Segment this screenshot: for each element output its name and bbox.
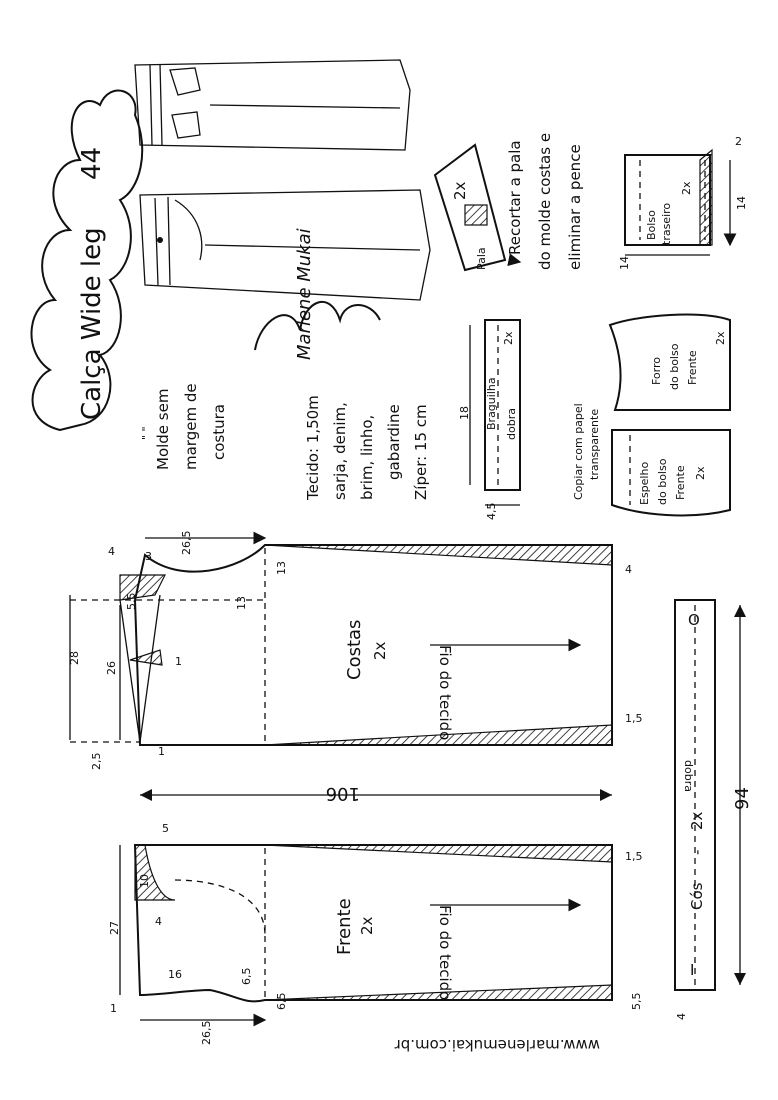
frente-v1: 1 (110, 1002, 117, 1015)
website-text: www.marlenemukai.com.br (394, 1036, 600, 1054)
espelho-piece (612, 430, 730, 515)
frente-count: 2x (358, 916, 376, 935)
forro-line3: Frente (686, 350, 699, 385)
frente-crotch: 26,5 (200, 1020, 213, 1045)
title-text: Calça Wide leg (77, 227, 107, 420)
cos-fold: dobra (682, 760, 695, 792)
length-dim (140, 783, 612, 804)
frente-hem-r: 5,5 (630, 992, 643, 1010)
pala-note-line3: eliminar a pence (566, 144, 584, 270)
cos-dash: - (688, 849, 706, 855)
forro-line2: do bolso (668, 343, 681, 390)
espelho-line3: Frente (674, 465, 687, 500)
seam-line3: costura (210, 404, 228, 460)
copy-note-line1: Copiar com papel (572, 403, 585, 500)
costas-waist: 2,5 (90, 752, 103, 770)
frente-top: 27 (108, 921, 121, 935)
materials-line5: Zíper: 15 cm (412, 404, 430, 500)
espelho-line2: do bolso (656, 458, 669, 505)
costas-count: 2x (371, 641, 389, 660)
costas-v13a: 13 (275, 561, 288, 575)
forro-count: 2x (714, 331, 727, 345)
braguilha-fold: dobra (505, 408, 518, 440)
forro-piece (610, 315, 730, 410)
signature-text: Marlene Mukai (294, 228, 315, 360)
espelho-count: 2x (694, 466, 707, 480)
bolso-traseiro-notch: 2 (735, 135, 742, 148)
costas-dart: 1 (175, 655, 182, 668)
frente-v65b: 6,5 (275, 992, 288, 1010)
bolso-traseiro-h: 14 (618, 256, 631, 270)
bolso-traseiro-label2: traseiro (660, 202, 673, 245)
costas-v13b: 13 (235, 596, 248, 610)
jeans-sketch-front (140, 190, 430, 300)
costas-v5: 5,5 (125, 592, 138, 610)
cos-len: 94 (732, 787, 753, 810)
pala-label: Pala (475, 247, 488, 270)
frente-pocket: 10 (138, 874, 151, 888)
length-text: 106 (325, 783, 360, 804)
costas-width: 26 (105, 661, 118, 675)
pala-piece (435, 145, 505, 270)
braguilha-count: 2x (502, 331, 515, 345)
frente-label: Frente (334, 898, 355, 955)
frente-grain: Fio do tecido (436, 905, 454, 1001)
cos-mark-o: O (688, 611, 700, 629)
size-text: 44 (77, 146, 107, 180)
frente-fly: 16 (168, 968, 182, 981)
seam-note (140, 383, 228, 470)
costas-piece (68, 531, 643, 771)
bolso-traseiro-count: 2x (680, 181, 693, 195)
bolso-traseiro-w: 14 (735, 196, 748, 210)
braguilha-width: 4,5 (485, 502, 498, 520)
pala-count: 2x (451, 181, 469, 200)
costas-grain: Fio do tecido (436, 645, 454, 741)
copy-note (572, 403, 601, 500)
costas-label: Costas (344, 619, 365, 680)
braguilha-piece (458, 320, 520, 520)
costas-hem-l: 4 (625, 563, 632, 576)
cos-mark-i: I (690, 961, 695, 979)
materials-line1: Tecido: 1,50m (304, 395, 322, 500)
frente-v5: 5 (162, 822, 169, 835)
cos-count: 2x (688, 811, 706, 830)
bolso-traseiro-piece (618, 135, 748, 270)
pala-note-line2: do molde costas e (536, 132, 554, 270)
braguilha-len: 18 (458, 406, 471, 420)
materials-line4: gabardine (385, 404, 403, 480)
seam-line2: margem de (182, 383, 200, 470)
pala-note (506, 133, 584, 270)
costas-v3: 3 (145, 550, 152, 563)
materials-line2: sarja, denim, (331, 402, 349, 500)
forro-line1: Forro (650, 356, 663, 385)
seam-line1: Molde sem (154, 388, 172, 470)
frente-v4: 4 (155, 915, 162, 928)
frente-piece (108, 822, 643, 1045)
costas-crotch: 26,5 (180, 530, 193, 555)
costas-v4: 4 (108, 545, 115, 558)
bolso-traseiro-label1: Bolso (645, 210, 658, 240)
frente-hem-l: 1,5 (625, 850, 643, 863)
costas-top: 28 (68, 651, 81, 665)
espelho-line1: Espelho (638, 461, 651, 505)
jeans-sketch-back (135, 60, 410, 150)
copy-note-line2: transparente (588, 408, 601, 480)
seam-marks: " " (140, 426, 153, 440)
pala-note-line1: Recortar a pala (506, 140, 524, 255)
title-cloud (31, 91, 142, 430)
materials-line3: brim, linho, (358, 414, 376, 500)
braguilha-label: Braguilha (485, 377, 498, 430)
costas-hem-r: 1,5 (625, 712, 643, 725)
costas-tick1: 1 (158, 745, 165, 758)
frente-v65a: 6,5 (240, 967, 253, 985)
cos-piece (675, 600, 753, 1020)
materials-note (304, 395, 430, 501)
cos-w: 4 (675, 1013, 688, 1020)
cos-label: Cós (688, 882, 706, 910)
